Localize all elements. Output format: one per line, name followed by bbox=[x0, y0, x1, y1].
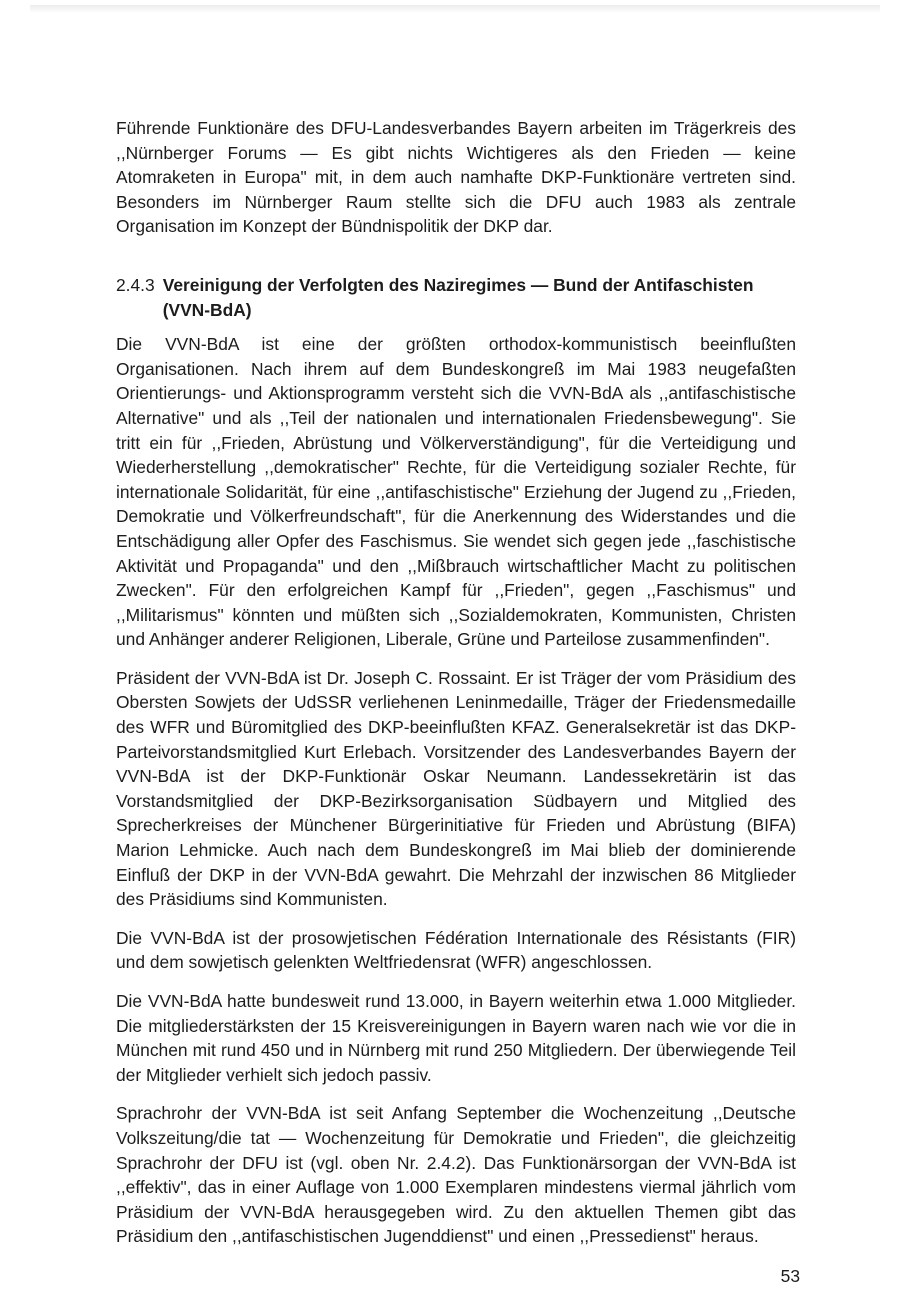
body-paragraph-leadership: Präsident der VVN-BdA ist Dr. Joseph C. Rossaint. Er ist Träger der vom Präsidium des Obersten Sowjets der UdSSR verliehenen Leninmedaille, Träger der Friedensmedaille des WFR und Büromitglied des DKP-beeinflußten KFAZ. Generalsekretär ist das DKP-Parteivorstandsmitglied Kurt Erlebach. Vorsitzender des Landesverbandes Bayern der VVN-BdA ist der DKP-Funktionär Oskar Neumann. Landessekretärin ist das Vorstandsmitglied der DKP-Bezirksorganisation Südbayern und Mitglied des Sprecherkreises der Münchener Bürgerinitiative für Frieden und Abrüstung (BIFA) Marion Lehmicke. Auch nach dem Bundeskongreß im Mai blieb der dominierende Einfluß der DKP in der VVN-BdA gewahrt. Die Mehrzahl der inzwischen 86 Mitglieder des Präsidiums sind Kommunisten. bbox=[116, 667, 796, 910]
intro-paragraph: Führende Funktionäre des DFU-Landesverbandes Bayern arbeiten im Trägerkreis des ,,Nürnberger Forums — Es gibt nichts Wichtigeres als den Frieden — keine Atomraketen in Europa" mit, in dem auch namhafte DKP-Funktionäre vertreten sind. Besonders im Nürnberger Raum stellte sich die DFU auch 1983 als zentrale Organisation im Konzept der Bündnispolitik der DKP dar. bbox=[116, 118, 796, 237]
body-paragraph-membership: Die VVN-BdA hatte bundesweit rund 13.000, in Bayern weiterhin etwa 1.000 Mitglieder. Die mitgliederstärksten der 15 Kreisvereinigungen in Bayern waren nach wie vor die in München mit rund 450 und in Nürnberg mit rund 250 Mitgliedern. Der überwiegende Teil der Mitglieder verhielt sich jedoch passiv. bbox=[116, 991, 796, 1085]
section-heading bbox=[116, 273, 796, 322]
page-content bbox=[116, 116, 796, 1263]
body-paragraph-program: Die VVN-BdA ist eine der größten orthodox-kommunistisch beeinflußten Organisationen. Nach ihrem auf dem Bundeskongreß im Mai 1983 neugefaßten Orientierungs- und Aktionsprogramm versteht sich die VVN-BdA als ,,antifaschistische Alternative" und als ,,Teil der nationalen und internationalen Friedensbewegung". Sie tritt ein für ,,Frieden, Abrüstung und Völkerverständigung", für die Verteidigung und Wiederherstellung ,,demokratischer" Rechte, für die Verteidigung sozialer Rechte, für internationale Solidarität, für eine ,,antifaschistische" Erziehung der Jugend zu ,,Frieden, Demokratie und Völkerfreundschaft", für die Anerkennung des Widerstandes und die Entschädigung aller Opfer des Faschismus. Sie wendet sich gegen jede ,,faschistische Aktivität und Propaganda" und den ,,Mißbrauch wirtschaftlicher Macht zu politischen Zwecken". Für den erfolgreichen Kampf für ,,Frieden", gegen ,,Faschismus" und ,,Militarismus" könnten und müßten sich ,,Sozialdemokraten, Kommunisten, Christen und Anhänger anderer Religionen, Liberale, Grüne und Parteilose zusammenfinden". bbox=[116, 334, 796, 650]
section-title: Vereinigung der Verfolgten des Naziregimes — Bund der Antifaschisten (VVN-BdA) bbox=[162, 274, 754, 320]
body-paragraph-affiliations: Die VVN-BdA ist der prosowjetischen Fédération Internationale des Résistants (FIR) und dem sowjetisch gelenkten Weltfriedensrat (WFR) angeschlossen. bbox=[116, 927, 796, 973]
section-number: 2.4.3 bbox=[116, 274, 155, 295]
body-paragraph-publications: Sprachrohr der VVN-BdA ist seit Anfang September die Wochenzeitung ,,Deutsche Volkszeitung/die tat — Wochenzeitung für Demokratie und Frieden", die gleichzeitig Sprachrohr der DFU ist (vgl. oben Nr. 2.4.2). Das Funktionärsorgan der VVN-BdA ist ,,effektiv", das in einer Auflage von 1.000 Exemplaren mindestens viermal jährlich vom Präsidium der VVN-BdA herausgegeben wird. Zu den aktuellen Themen gibt das Präsidium den ,,antifaschistischen Jugenddienst" und einen ,,Pressedienst" heraus. bbox=[116, 1103, 796, 1247]
page-number: 53 bbox=[780, 1266, 800, 1286]
scan-edge-shadow bbox=[30, 5, 880, 13]
